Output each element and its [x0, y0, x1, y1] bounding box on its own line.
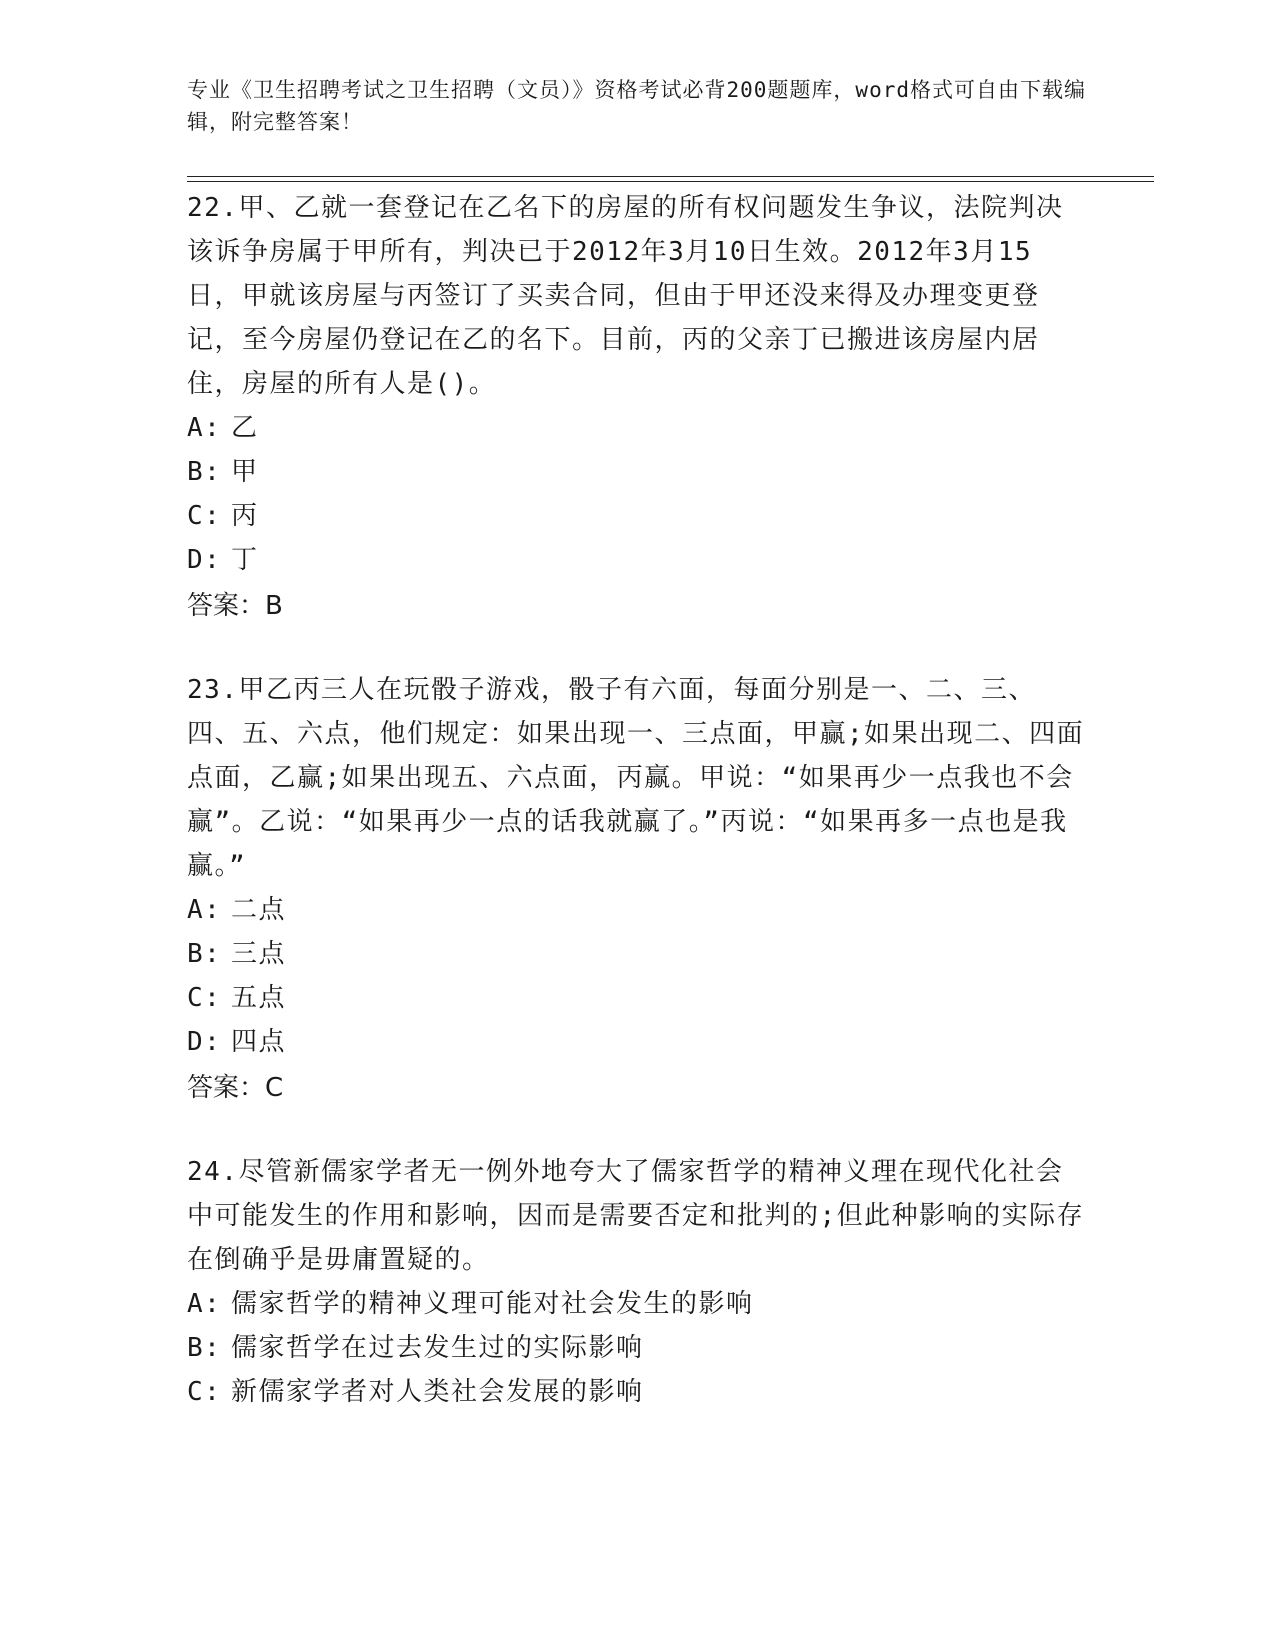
option-a [187, 1282, 1087, 1326]
option-key: A: [187, 413, 222, 443]
question-22 [187, 186, 1087, 628]
document-header [187, 74, 1087, 138]
header-title: 专业《卫生招聘考试之卫生招聘（文员）》资格考试必背200题题库，word格式可自由下载编辑，附完整答案！ [187, 78, 1086, 134]
option-key: C: [187, 983, 222, 1013]
question-23 [187, 668, 1087, 1110]
option-b [187, 1326, 1087, 1370]
option-a [187, 888, 1087, 932]
option-key: C: [187, 1377, 222, 1407]
question-text: 23.甲乙丙三人在玩骰子游戏，骰子有六面，每面分别是一、二、三、四、五、六点，他们规定：如果出现一、三点面，甲赢;如果出现二、四面点面，乙赢;如果出现五、六点面，丙赢。甲说：“如果再少一点我也不会赢”。乙说：“如果再少一点的话我就赢了。”丙说：“如果再多一点也是我赢。” [187, 675, 1085, 881]
option-d [187, 1020, 1087, 1064]
option-b [187, 450, 1087, 494]
option-b [187, 932, 1087, 976]
option-text: 丁 [231, 545, 259, 575]
option-key: D: [187, 1027, 222, 1057]
option-key: B: [187, 457, 222, 487]
answer-label: 答案：C [187, 1073, 284, 1103]
header-divider-bottom [187, 181, 1154, 182]
option-key: B: [187, 939, 222, 969]
question-list [187, 186, 1087, 1414]
option-text: 五点 [231, 983, 287, 1013]
question-text: 24.尽管新儒家学者无一例外地夸大了儒家哲学的精神义理在现代化社会中可能发生的作用和影响，因而是需要否定和批判的;但此种影响的实际存在倒确乎是毋庸置疑的。 [187, 1157, 1085, 1275]
answer-label: 答案：B [187, 591, 283, 621]
option-text: 丙 [231, 501, 259, 531]
question-text: 22.甲、乙就一套登记在乙名下的房屋的所有权问题发生争议，法院判决该诉争房属于甲所有，判决已于2012年3月10日生效。2012年3月15日，甲就该房屋与丙签订了买卖合同，但由于甲还没来得及办理变更登记，至今房屋仍登记在乙的名下。目前，丙的父亲丁已搬进该房屋内居住，房屋的所有人是()。 [187, 193, 1064, 399]
option-a [187, 406, 1087, 450]
option-d [187, 538, 1087, 582]
option-key: A: [187, 895, 222, 925]
option-text: 甲 [231, 457, 259, 487]
option-c [187, 1370, 1087, 1414]
option-key: B: [187, 1333, 222, 1363]
header-divider-top [187, 176, 1154, 177]
option-text: 乙 [231, 413, 259, 443]
option-text: 儒家哲学的精神义理可能对社会发生的影响 [231, 1289, 754, 1319]
option-text: 四点 [231, 1027, 287, 1057]
option-key: C: [187, 501, 222, 531]
option-text: 新儒家学者对人类社会发展的影响 [231, 1377, 644, 1407]
option-key: D: [187, 545, 222, 575]
question-24 [187, 1150, 1087, 1414]
option-text: 二点 [231, 895, 287, 925]
option-c [187, 494, 1087, 538]
option-key: A: [187, 1289, 222, 1319]
option-c [187, 976, 1087, 1020]
option-text: 三点 [231, 939, 287, 969]
option-text: 儒家哲学在过去发生过的实际影响 [231, 1333, 644, 1363]
